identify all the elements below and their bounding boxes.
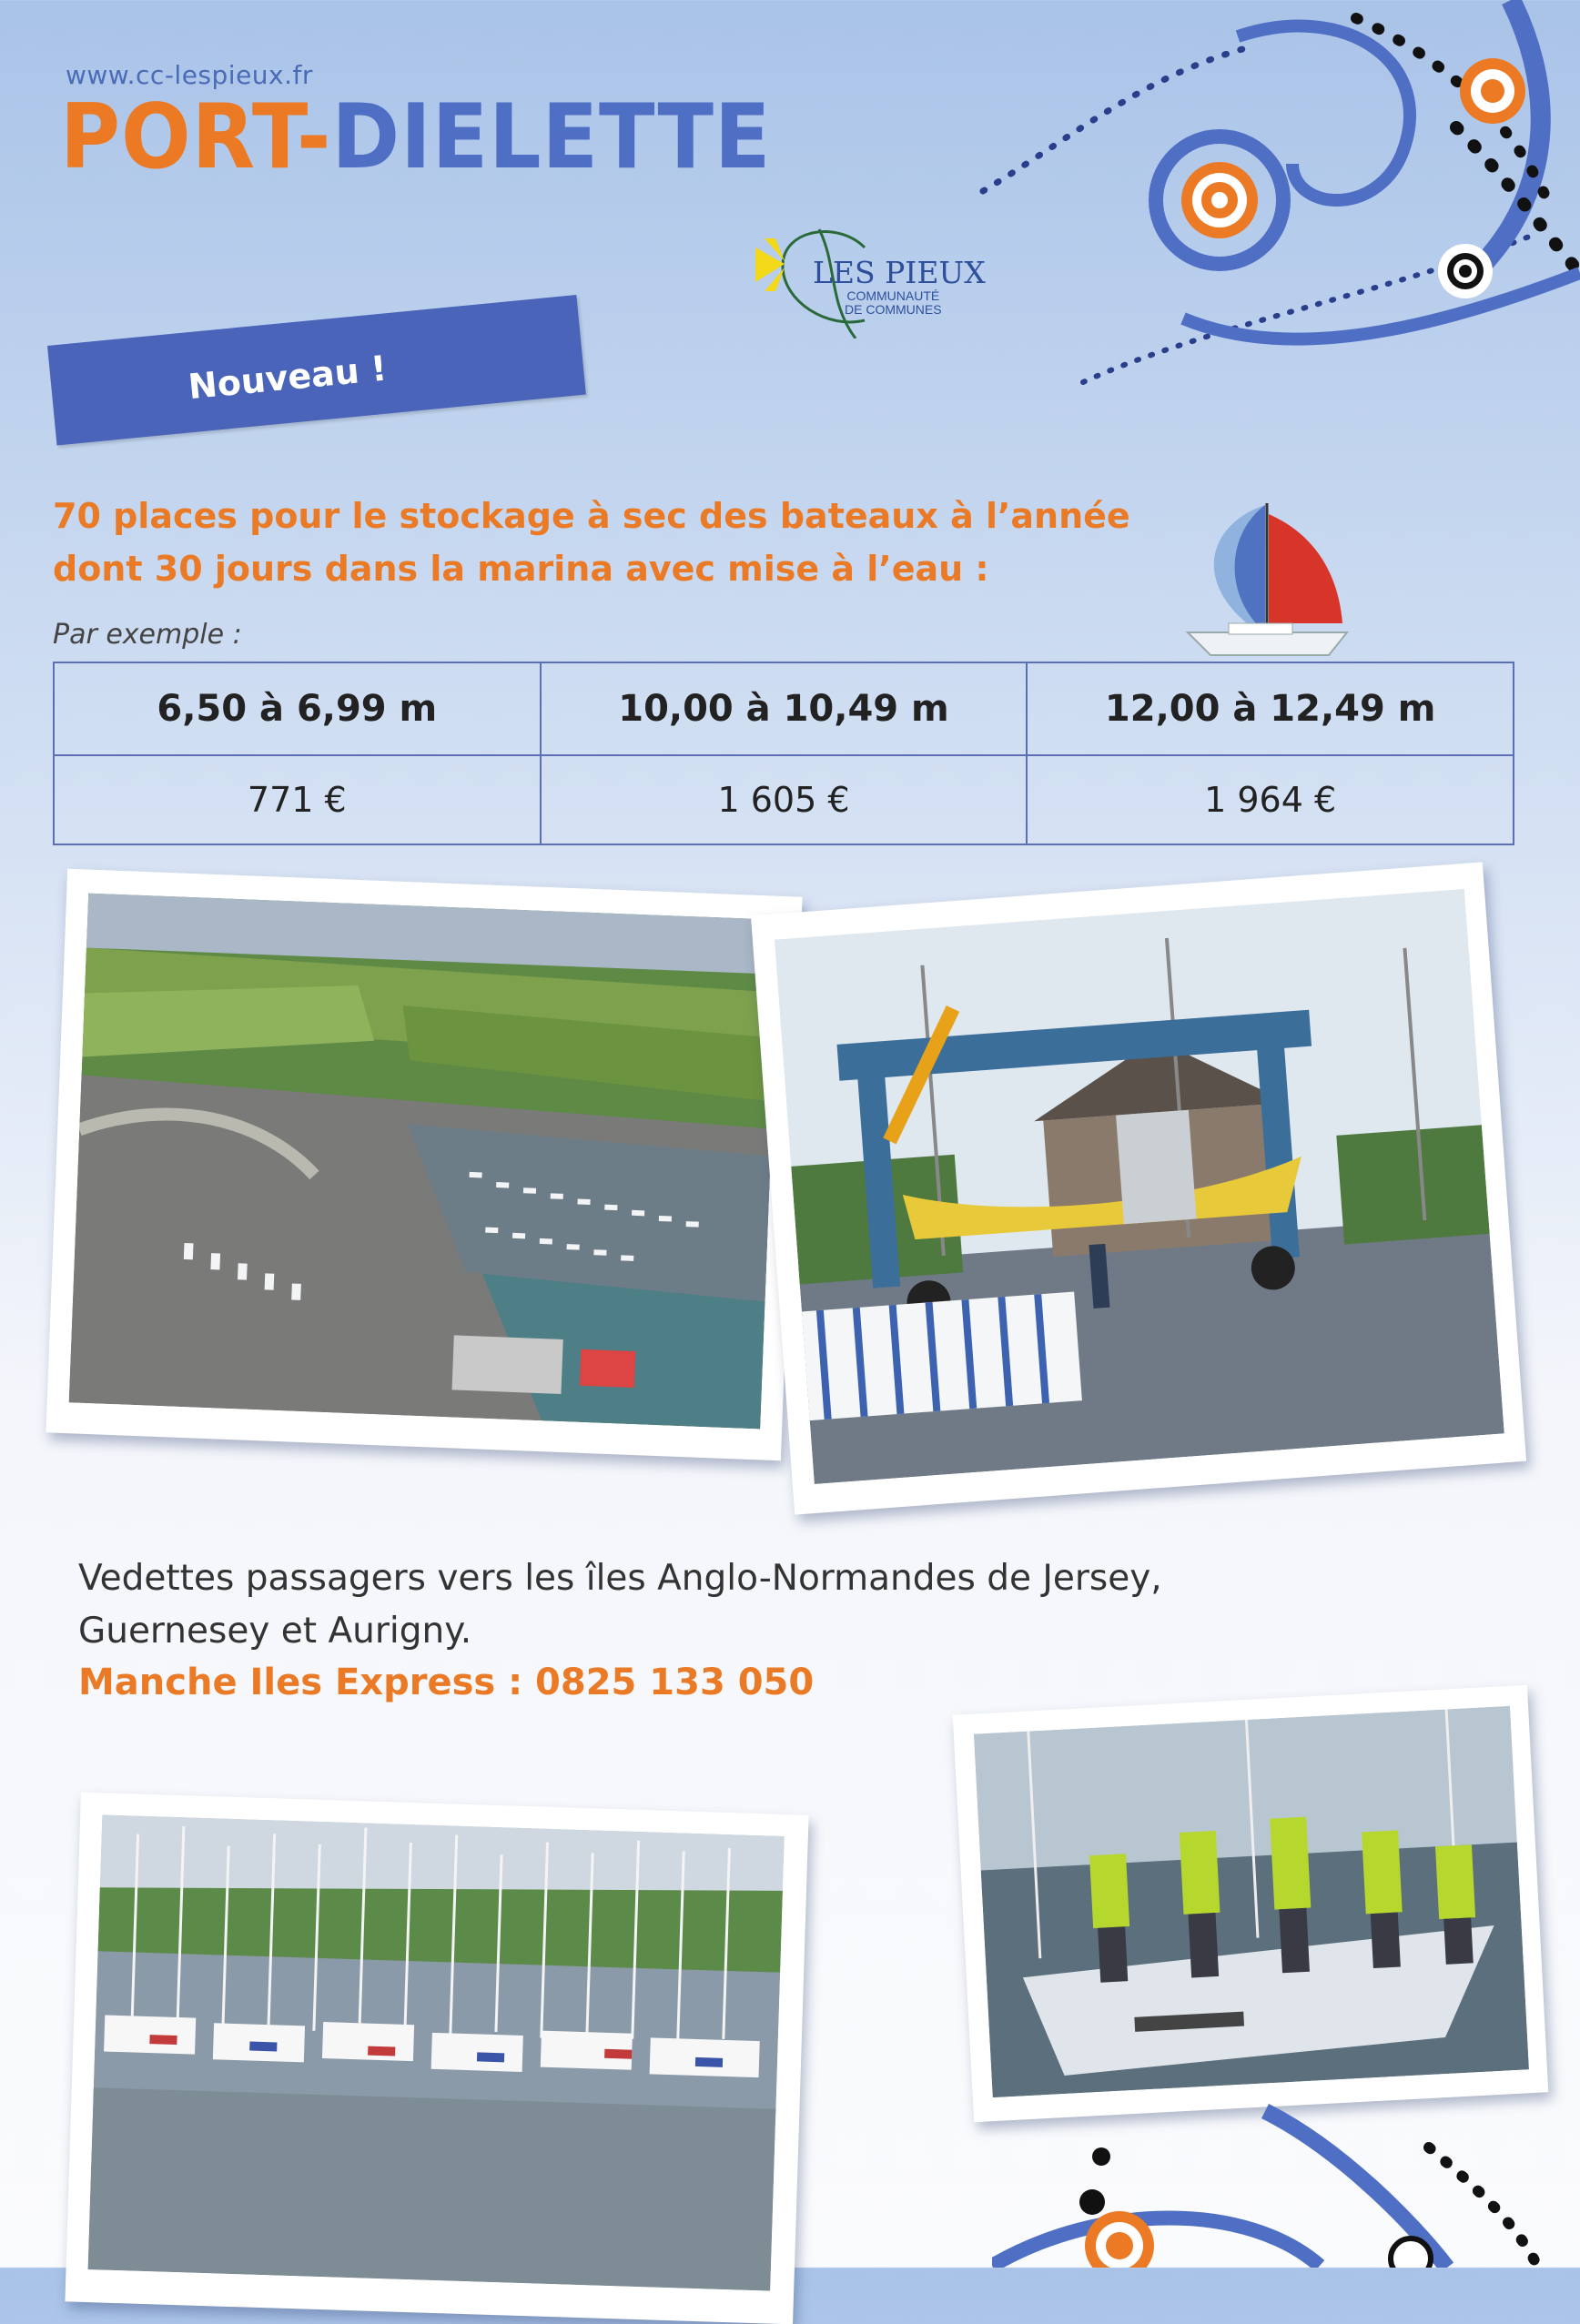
logo-name: LES PIEUX: [813, 255, 986, 290]
photo-travel-lift: [751, 862, 1526, 1514]
decorative-swirl-bottom: [992, 2093, 1580, 2268]
price-table-header-row: [54, 662, 1514, 755]
offer-line-2: dont 30 jours dans la marina avec mise à l’eau :: [53, 549, 989, 589]
website-url[interactable]: www.cc-lespieux.fr: [66, 60, 313, 90]
logo-subtitle-line1: COMMUNAUTÉ: [846, 288, 940, 303]
ferry-description: [78, 1552, 1162, 1658]
price-table-value-row: [54, 755, 1514, 844]
price-1: 771 €: [54, 755, 541, 844]
page-title: [60, 86, 772, 189]
sailboat-icon: [1174, 496, 1356, 664]
price-3: 1 964 €: [1027, 755, 1514, 844]
photo-marina: [65, 1793, 808, 2324]
size-range-3: 12,00 à 12,49 m: [1027, 662, 1514, 755]
photo-sailing-crew: [953, 1685, 1549, 2122]
logo-subtitle: [845, 289, 942, 317]
price-2: 1 605 €: [541, 755, 1028, 844]
offer-line-1: 70 places pour le stockage à sec des bateaux à l’année: [53, 496, 1130, 536]
ferry-contact[interactable]: Manche Iles Express : 0825 133 050: [78, 1662, 815, 1703]
nouveau-banner: [47, 295, 586, 445]
size-range-1: 6,50 à 6,99 m: [54, 662, 541, 755]
decorative-swirl-top: [965, 0, 1580, 419]
title-port: PORT: [60, 86, 298, 189]
banner-label: Nouveau !: [186, 348, 389, 408]
size-range-2: 10,00 à 10,49 m: [541, 662, 1028, 755]
price-table: [53, 662, 1514, 845]
ferry-line-1: Vedettes passagers vers les îles Anglo-Normandes de Jersey,: [78, 1558, 1162, 1599]
title-dielette: DIELETTE: [331, 86, 772, 189]
offer-text: [53, 490, 1190, 595]
title-dash: -: [297, 86, 332, 189]
example-label: Par exemple :: [53, 619, 242, 651]
photo-aerial-harbour: [46, 869, 802, 1461]
logo-subtitle-line2: DE COMMUNES: [845, 302, 942, 317]
ferry-line-2: Guernesey et Aurigny.: [78, 1611, 472, 1652]
